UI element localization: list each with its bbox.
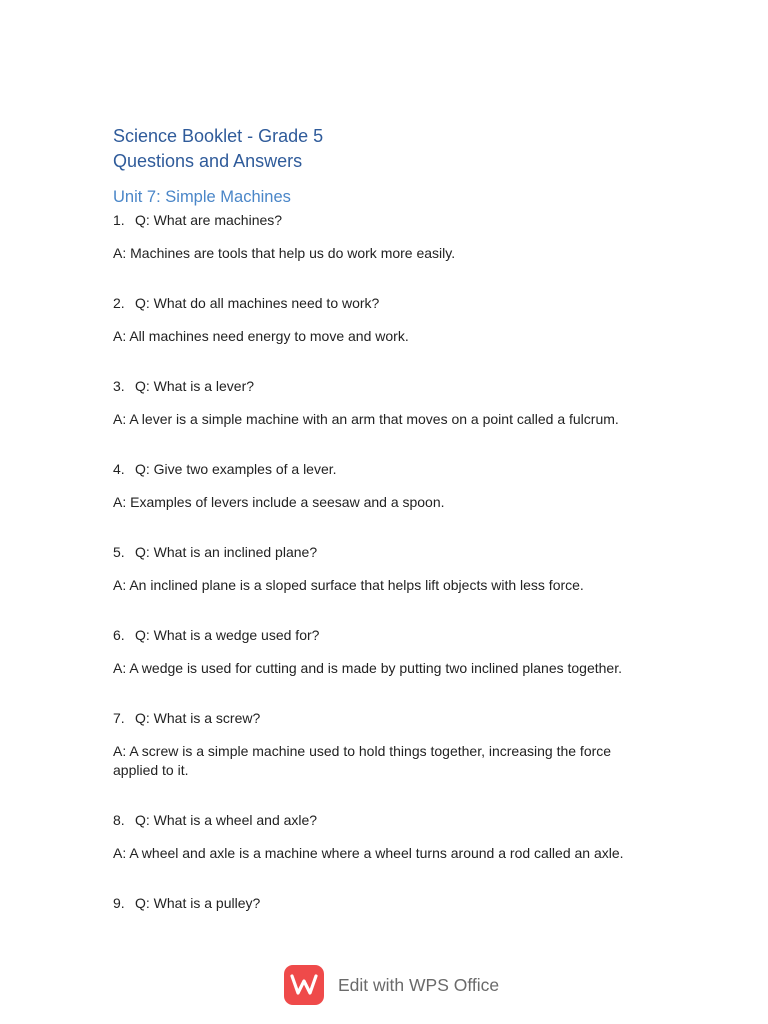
wps-w-glyph [290,973,318,997]
question-text: Q: What is a pulley? [135,895,261,911]
question-text: Q: What is an inclined plane? [135,544,318,560]
question-number: 8. [113,812,125,828]
question-number: 4. [113,461,125,477]
question-text: Q: What are machines? [135,212,283,228]
question-text: Q: What is a screw? [135,710,261,726]
question-text: Q: What is a lever? [135,378,255,394]
question-number: 1. [113,212,125,228]
qa-item [113,460,658,512]
qa-item [113,211,658,263]
wps-edit-link[interactable]: Edit with WPS Office [338,974,500,995]
answer-text: A: An inclined plane is a sloped surface that helps lift objects with less force. [113,577,584,593]
question-number: 2. [113,295,125,311]
wps-logo-icon[interactable] [284,965,324,1005]
answer-text: A: A screw is a simple machine used to hold things together, increasing the force applied to it. [113,743,612,778]
question-number: 7. [113,710,125,726]
answer-text: A: A lever is a simple machine with an arm that moves on a point called a fulcrum. [113,411,619,427]
question-text: Q: What do all machines need to work? [135,295,380,311]
qa-item [113,811,658,863]
document-header [113,124,323,174]
question-text: Q: What is a wedge used for? [135,627,320,643]
wps-edit-banner[interactable] [284,965,499,1005]
answer-text: A: A wedge is used for cutting and is made by putting two inclined planes together. [113,660,622,676]
qa-item [113,626,658,678]
question-text: Q: What is a wheel and axle? [135,812,318,828]
qa-item [113,377,658,429]
unit-heading: Unit 7: Simple Machines [113,188,291,206]
qa-item [113,709,658,780]
answer-text: A: Machines are tools that help us do work more easily. [113,245,456,261]
answer-text: A: All machines need energy to move and work. [113,328,409,344]
question-number: 9. [113,895,125,911]
qa-item [113,894,658,913]
answer-text: A: Examples of levers include a seesaw and a spoon. [113,494,445,510]
question-text: Q: Give two examples of a lever. [135,461,337,477]
document-title: Science Booklet - Grade 5 [113,126,324,146]
question-number: 6. [113,627,125,643]
qa-item [113,543,658,595]
answer-text: A: A wheel and axle is a machine where a wheel turns around a rod called an axle. [113,845,624,861]
question-number: 3. [113,378,125,394]
qa-list [113,211,658,944]
document-subtitle: Questions and Answers [113,151,303,171]
question-number: 5. [113,544,125,560]
qa-item [113,294,658,346]
